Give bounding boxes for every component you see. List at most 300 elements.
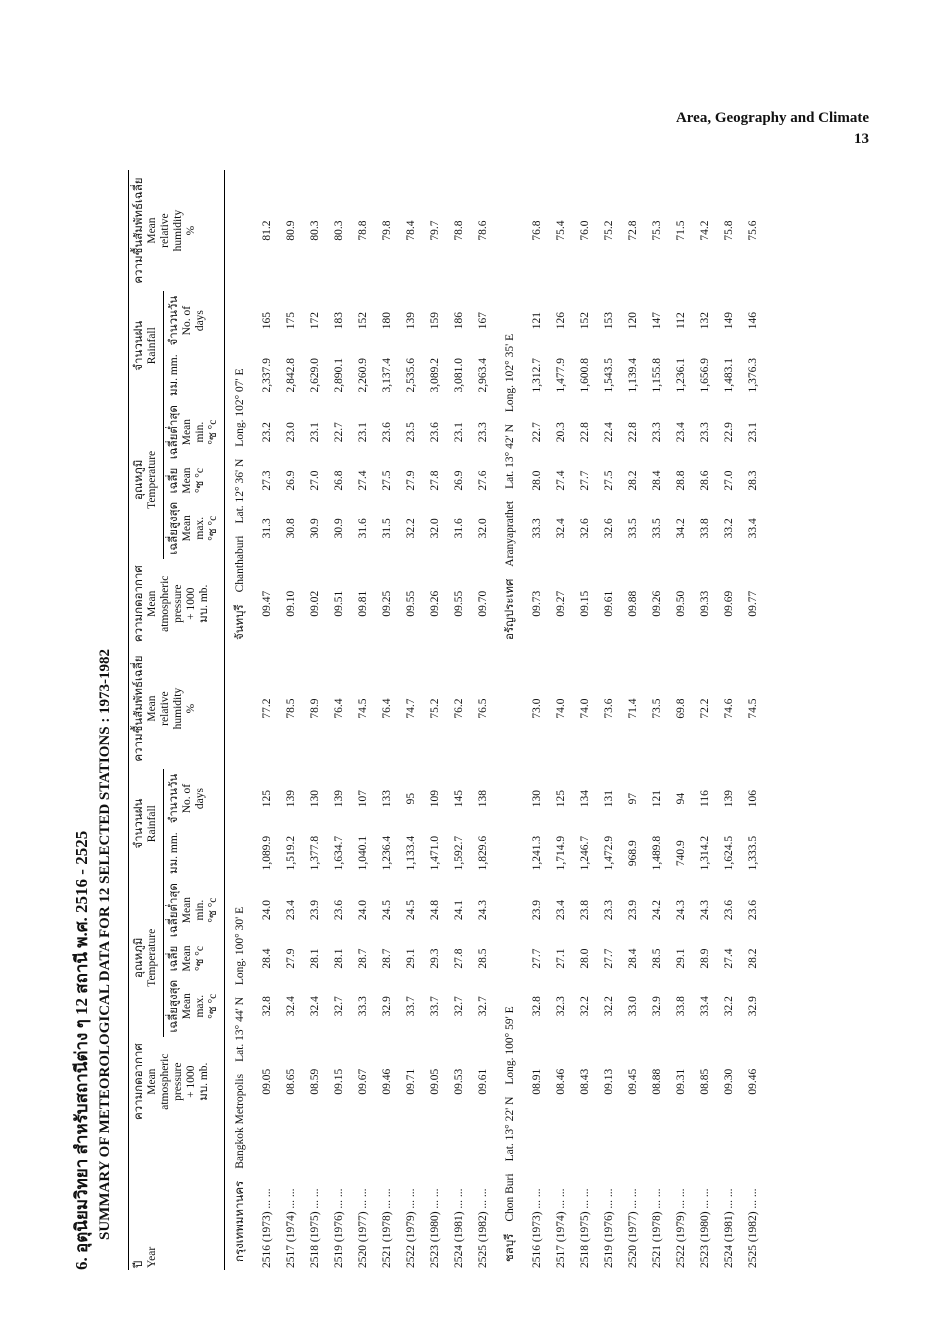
data-cell: 1,155.8 (651, 357, 663, 393)
data-cell: 131 (603, 789, 615, 808)
data-cell: 33.7 (429, 996, 441, 1017)
data-cell: 31.6 (453, 518, 465, 539)
data-cell: 183 (333, 312, 345, 330)
data-cell: 09.26 (429, 590, 441, 617)
data-cell: 1,312.7 (531, 357, 543, 393)
data-cell: 167 (477, 312, 489, 330)
year-cell: 2516 (1973) ... ... (531, 1188, 543, 1268)
col-humidity: ความชื้นสัมพัทธ์เฉลี่ย Mean relative humidity % (133, 655, 197, 762)
data-cell: 24.2 (651, 900, 663, 921)
data-cell: 09.10 (285, 590, 297, 617)
data-cell: 09.26 (651, 590, 663, 617)
data-cell: 1,139.4 (627, 357, 639, 393)
data-cell: 27.9 (285, 948, 297, 969)
table-row (303, 170, 327, 1270)
data-cell: 76.4 (381, 698, 393, 719)
table-row (645, 170, 669, 1270)
data-cell: 3,137.4 (381, 357, 393, 393)
data-cell: 147 (651, 312, 663, 330)
data-cell: 09.02 (309, 590, 321, 617)
data-cell: 3,081.0 (453, 357, 465, 393)
station-lat: Lat. 12° 36' N (234, 458, 246, 524)
data-cell: 27.4 (723, 948, 735, 969)
data-cell: 09.50 (675, 590, 687, 617)
data-cell: 09.61 (477, 1068, 489, 1095)
data-cell: 159 (429, 312, 441, 330)
station-name-th: อรัญประเทศ (504, 578, 516, 641)
data-cell: 23.4 (285, 900, 297, 921)
data-cell: 1,483.1 (723, 357, 735, 393)
data-cell: 75.4 (555, 220, 567, 241)
data-cell: 1,656.9 (699, 357, 711, 393)
data-cell: 08.59 (309, 1068, 321, 1095)
year-cell: 2525 (1982) ... ... (477, 1188, 489, 1268)
station-header-row (225, 170, 256, 1270)
data-cell: 23.9 (627, 900, 639, 921)
data-cell: 79.8 (381, 220, 393, 241)
data-cell: 76.4 (333, 698, 345, 719)
data-cell: 24.1 (453, 900, 465, 921)
data-cell: 28.7 (357, 948, 369, 969)
station-long: Long. 102° 35' E (504, 333, 516, 413)
data-cell: 78.4 (405, 220, 417, 241)
data-cell: 23.1 (309, 422, 321, 443)
col-tmax: เฉลี่ยสูงสุด Mean max. °ซ °c (168, 979, 219, 1033)
data-cell: 23.9 (531, 900, 543, 921)
data-cell: 74.6 (723, 698, 735, 719)
data-cell: 22.8 (579, 422, 591, 443)
table-row (255, 170, 279, 1270)
data-cell: 09.33 (699, 590, 711, 617)
data-cell: 32.8 (531, 996, 543, 1017)
data-cell: 1,040.1 (357, 835, 369, 871)
station-long: Long. 102° 07' E (234, 368, 246, 447)
station-name-en: Bangkok Metropolis (234, 1073, 246, 1169)
data-cell: 71.5 (675, 220, 687, 241)
data-cell: 32.3 (555, 996, 567, 1017)
data-cell: 32.2 (723, 996, 735, 1017)
data-cell: 08.43 (579, 1068, 591, 1095)
data-cell: 175 (285, 312, 297, 330)
year-cell: 2517 (1974) ... ... (555, 1188, 567, 1268)
data-cell: 1,471.0 (429, 835, 441, 871)
data-cell: 09.45 (627, 1068, 639, 1095)
data-cell: 28.4 (261, 948, 273, 969)
title-thai: 6. อุตุนิยมวิทยา สำหรับสถานีต่าง ๆ 12 สถานี พ.ศ. 2516 - 2525 (72, 830, 91, 1270)
data-cell: 33.4 (699, 996, 711, 1017)
data-cell: 23.3 (651, 422, 663, 443)
data-cell: 149 (723, 312, 735, 330)
data-cell: 28.8 (675, 470, 687, 491)
data-cell: 2,963.4 (477, 357, 489, 393)
data-cell: 09.69 (723, 590, 735, 617)
data-cell: 73.5 (651, 698, 663, 719)
data-cell: 186 (453, 312, 465, 330)
data-cell: 22.9 (723, 422, 735, 443)
col-tmin-2: เฉลี่ยต่ำสุด Mean min. °ซ °c (168, 405, 219, 460)
data-cell: 76.8 (531, 220, 543, 241)
table-row (717, 170, 741, 1270)
data-cell: 32.2 (603, 996, 615, 1017)
station-header-row (495, 170, 525, 1270)
section-title: Area, Geography and Climate (675, 110, 869, 126)
data-cell: 28.2 (747, 948, 759, 969)
data-cell: 23.1 (357, 422, 369, 443)
data-cell: 74.5 (357, 698, 369, 719)
page-number: 13 (854, 131, 869, 147)
station-lat: Lat. 13° 22' N (504, 1096, 516, 1162)
data-cell: 24.8 (429, 900, 441, 921)
station-lat: Lat. 13° 44' N (234, 997, 246, 1062)
data-cell: 33.4 (747, 518, 759, 539)
data-cell: 28.2 (627, 470, 639, 491)
data-cell: 120 (627, 312, 639, 330)
data-cell: 72.2 (699, 698, 711, 719)
data-cell: 1,592.7 (453, 835, 465, 871)
station-long: Long. 100° 30' E (234, 906, 246, 986)
data-cell: 23.6 (723, 900, 735, 921)
col-pressure: ความกดอากาศ Mean atmospheric pressure + 1000 มบ. mb. (133, 1043, 210, 1121)
data-cell: 130 (531, 789, 543, 808)
year-cell: 2520 (1977) ... ... (627, 1188, 639, 1268)
data-cell: 1,829.6 (477, 835, 489, 871)
data-cell: 29.1 (405, 948, 417, 969)
data-cell: 31.3 (261, 518, 273, 539)
data-cell: 33.0 (627, 996, 639, 1017)
data-cell: 106 (747, 789, 759, 808)
data-cell: 1,236.1 (675, 357, 687, 393)
data-cell: 32.9 (381, 996, 393, 1017)
station-name-en: Aranyaprathet (504, 500, 516, 567)
data-cell: 27.5 (381, 470, 393, 491)
data-cell: 1,089.9 (261, 835, 273, 871)
data-cell: 121 (651, 789, 663, 808)
data-cell: 27.9 (405, 470, 417, 491)
data-cell: 76.5 (477, 698, 489, 719)
col-pressure-2: ความกดอากาศ Mean atmospheric pressure + 1000 มบ. mb. (133, 565, 210, 643)
data-cell: 32.4 (309, 996, 321, 1017)
data-cell: 27.5 (603, 470, 615, 491)
table-row (351, 170, 375, 1270)
station-name-th: ชลบุรี (504, 1233, 516, 1262)
meteorological-table (128, 170, 765, 1270)
data-cell: 24.3 (675, 900, 687, 921)
data-cell: 08.85 (699, 1068, 711, 1095)
data-cell: 31.6 (357, 518, 369, 539)
data-cell: 09.13 (603, 1068, 615, 1095)
data-cell: 09.15 (579, 590, 591, 617)
data-cell: 73.0 (531, 698, 543, 719)
data-cell: 2,842.8 (285, 357, 297, 393)
data-cell: 180 (381, 312, 393, 330)
data-cell: 24.3 (477, 900, 489, 921)
data-cell: 77.2 (261, 698, 273, 719)
year-cell: 2518 (1975) ... ... (579, 1188, 591, 1268)
col-humidity-2: ความชื้นสัมพัทธ์เฉลี่ย Mean relative humidity % (133, 177, 197, 284)
data-cell: 27.7 (579, 470, 591, 491)
data-cell: 24.3 (699, 900, 711, 921)
table-row (375, 170, 399, 1270)
data-cell: 28.4 (651, 470, 663, 491)
data-cell: 08.46 (555, 1068, 567, 1095)
data-cell: 32.8 (261, 996, 273, 1017)
data-cell: 78.8 (453, 220, 465, 241)
data-cell: 31.5 (381, 518, 393, 539)
data-cell: 09.70 (477, 590, 489, 617)
year-cell: 2523 (1980) ... ... (699, 1188, 711, 1268)
data-cell: 75.6 (747, 220, 759, 241)
data-cell: 97 (627, 792, 639, 805)
data-cell: 22.7 (531, 422, 543, 443)
data-cell: 32.7 (453, 996, 465, 1017)
data-cell: 133 (381, 789, 393, 808)
data-cell: 2,260.9 (357, 357, 369, 393)
title-english: SUMMARY OF METEOROLOGICAL DATA FOR 12 SELECTED STATIONS : 1973-1982 (97, 648, 113, 1240)
table-body (225, 170, 766, 1270)
station-lat: Lat. 13° 42' N (504, 424, 516, 489)
data-cell: 95 (405, 792, 417, 805)
data-cell: 28.3 (747, 470, 759, 491)
year-cell: 2525 (1982) ... ... (747, 1188, 759, 1268)
data-cell: 09.30 (723, 1068, 735, 1095)
table-row (741, 170, 765, 1270)
data-cell: 74.0 (579, 698, 591, 719)
data-cell: 32.2 (405, 518, 417, 539)
data-cell: 30.8 (285, 518, 297, 539)
data-cell: 139 (285, 789, 297, 808)
data-cell: 23.1 (453, 422, 465, 443)
data-cell: 28.5 (651, 948, 663, 969)
data-cell: 27.6 (477, 470, 489, 491)
data-cell: 27.3 (261, 470, 273, 491)
data-cell: 132 (699, 312, 711, 330)
data-cell: 30.9 (333, 518, 345, 539)
col-rain-days: จำนวนวัน No. of days (168, 773, 206, 824)
col-rain-mm-2: มม. mm. (168, 354, 180, 397)
col-rain-mm: มม. mm. (168, 832, 180, 874)
data-cell: 23.3 (603, 900, 615, 921)
data-cell: 1,714.9 (555, 835, 567, 871)
data-cell: 27.8 (453, 948, 465, 969)
data-cell: 32.9 (747, 996, 759, 1017)
station-right (225, 170, 256, 648)
data-cell: 20.3 (555, 422, 567, 443)
data-cell: 76.0 (579, 220, 591, 241)
data-cell: 33.5 (627, 518, 639, 539)
data-cell: 1,377.8 (309, 835, 321, 871)
data-cell: 2,629.0 (309, 357, 321, 393)
year-cell: 2520 (1977) ... ... (357, 1188, 369, 1268)
data-cell: 28.1 (333, 948, 345, 969)
table-row (399, 170, 423, 1270)
data-cell: 24.5 (405, 900, 417, 921)
data-cell: 09.55 (405, 590, 417, 617)
data-cell: 1,477.9 (555, 357, 567, 393)
data-cell: 32.7 (333, 996, 345, 1017)
data-cell: 1,241.3 (531, 835, 543, 871)
data-cell: 28.6 (699, 470, 711, 491)
data-cell: 09.81 (357, 590, 369, 617)
data-cell: 09.47 (261, 590, 273, 617)
data-cell: 26.9 (453, 470, 465, 491)
rotated-table-page (70, 170, 870, 1270)
table-row (597, 170, 621, 1270)
data-cell: 121 (531, 312, 543, 330)
data-cell: 75.3 (651, 220, 663, 241)
table-row (471, 170, 495, 1270)
data-cell: 09.15 (333, 1068, 345, 1095)
year-cell: 2519 (1976) ... ... (603, 1188, 615, 1268)
data-cell: 152 (579, 312, 591, 330)
data-cell: 126 (555, 312, 567, 330)
data-cell: 24.0 (261, 900, 273, 921)
data-cell: 28.4 (627, 948, 639, 969)
data-cell: 33.3 (357, 996, 369, 1017)
data-cell: 1,133.4 (405, 835, 417, 871)
table-row (621, 170, 645, 1270)
data-cell: 1,519.2 (285, 835, 297, 871)
data-cell: 09.51 (333, 590, 345, 617)
table-row (693, 170, 717, 1270)
data-cell: 23.3 (477, 422, 489, 443)
data-cell: 1,333.5 (747, 835, 759, 871)
data-cell: 80.3 (309, 220, 321, 241)
data-cell: 23.9 (309, 900, 321, 921)
data-cell: 2,890.1 (333, 357, 345, 393)
col-rainfall-2: จำนวนฝน Rainfall (129, 291, 164, 400)
data-cell: 32.0 (429, 518, 441, 539)
data-cell: 74.2 (699, 220, 711, 241)
data-cell: 27.4 (357, 470, 369, 491)
page-header (676, 108, 869, 150)
data-cell: 79.7 (429, 220, 441, 241)
data-cell: 80.3 (333, 220, 345, 241)
data-cell: 23.4 (675, 422, 687, 443)
data-cell: 32.6 (603, 518, 615, 539)
data-cell: 09.88 (627, 590, 639, 617)
data-cell: 75.2 (603, 220, 615, 241)
data-cell: 1,376.3 (747, 357, 759, 393)
col-temperature-2: อุณหภูมิ Temperature (129, 400, 164, 559)
data-cell: 74.7 (405, 698, 417, 719)
data-cell: 26.8 (333, 470, 345, 491)
col-tmin: เฉลี่ยต่ำสุด Mean min. °ซ °c (168, 883, 219, 938)
table-row (327, 170, 351, 1270)
col-tmean-2: เฉลี่ย Mean °ซ °c (168, 467, 206, 494)
data-cell: 23.0 (285, 422, 297, 443)
data-cell: 116 (699, 790, 711, 807)
table-row (549, 170, 573, 1270)
col-tmean: เฉลี่ย Mean °ซ °c (168, 945, 206, 972)
data-cell: 153 (603, 312, 615, 330)
data-cell: 33.2 (723, 518, 735, 539)
data-cell: 23.5 (405, 422, 417, 443)
data-cell: 76.2 (453, 698, 465, 719)
data-cell: 1,624.5 (723, 835, 735, 871)
data-cell: 1,489.8 (651, 835, 663, 871)
data-cell: 24.5 (381, 900, 393, 921)
data-cell: 33.8 (675, 996, 687, 1017)
col-rain-days-2: จำนวนวัน No. of days (168, 295, 206, 346)
data-cell: 32.6 (579, 518, 591, 539)
data-cell: 32.0 (477, 518, 489, 539)
station-left (495, 648, 525, 1270)
data-cell: 08.65 (285, 1068, 297, 1095)
table-title (70, 170, 116, 1270)
station-name-en: Chanthaburi (234, 535, 246, 593)
data-cell: 32.2 (579, 996, 591, 1017)
table-row (447, 170, 471, 1270)
data-cell: 33.3 (531, 518, 543, 539)
data-cell: 27.8 (429, 470, 441, 491)
data-cell: 74.5 (747, 698, 759, 719)
data-cell: 78.6 (477, 220, 489, 241)
data-cell: 75.8 (723, 220, 735, 241)
station-name-th: จันทบุรี (234, 604, 246, 641)
data-cell: 28.7 (381, 948, 393, 969)
data-cell: 94 (675, 792, 687, 805)
data-cell: 28.9 (699, 948, 711, 969)
year-cell: 2522 (1979) ... ... (675, 1188, 687, 1268)
data-cell: 75.2 (429, 698, 441, 719)
data-cell: 08.91 (531, 1068, 543, 1095)
station-right (495, 170, 525, 648)
data-cell: 28.5 (477, 948, 489, 969)
data-cell: 28.0 (579, 948, 591, 969)
data-cell: 107 (357, 789, 369, 808)
year-cell: 2524 (1981) ... ... (453, 1188, 465, 1268)
data-cell: 27.1 (555, 948, 567, 969)
data-cell: 23.8 (579, 900, 591, 921)
data-cell: 26.9 (285, 470, 297, 491)
data-cell: 1,600.8 (579, 357, 591, 393)
data-cell: 2,337.9 (261, 357, 273, 393)
data-cell: 32.7 (477, 996, 489, 1017)
data-cell: 78.8 (357, 220, 369, 241)
data-cell: 134 (579, 789, 591, 808)
data-cell: 71.4 (627, 698, 639, 719)
year-cell: 2517 (1974) ... ... (285, 1188, 297, 1268)
year-cell: 2523 (1980) ... ... (429, 1188, 441, 1268)
data-cell: 09.31 (675, 1068, 687, 1095)
col-temperature: อุณหภูมิ Temperature (129, 878, 164, 1037)
data-cell: 22.4 (603, 422, 615, 443)
data-cell: 23.6 (381, 422, 393, 443)
data-cell: 09.27 (555, 590, 567, 617)
data-cell: 28.1 (309, 948, 321, 969)
data-cell: 09.61 (603, 590, 615, 617)
data-cell: 23.4 (555, 900, 567, 921)
data-cell: 08.88 (651, 1068, 663, 1095)
col-year: ปี Year (133, 1246, 158, 1268)
data-cell: 34.2 (675, 518, 687, 539)
data-cell: 09.71 (405, 1068, 417, 1095)
year-cell: 2516 (1973) ... ... (261, 1188, 273, 1268)
data-cell: 27.7 (603, 948, 615, 969)
data-cell: 23.6 (747, 900, 759, 921)
data-cell: 2,535.6 (405, 357, 417, 393)
data-cell: 69.8 (675, 698, 687, 719)
data-cell: 27.7 (531, 948, 543, 969)
data-cell: 33.7 (405, 996, 417, 1017)
data-cell: 139 (405, 312, 417, 330)
year-cell: 2521 (1978) ... ... (651, 1188, 663, 1268)
data-cell: 968.9 (627, 840, 639, 867)
data-cell: 145 (453, 789, 465, 808)
col-tmax-2: เฉลี่ยสูงสุด Mean max. °ซ °c (168, 501, 219, 555)
data-cell: 138 (477, 789, 489, 808)
data-cell: 09.73 (531, 590, 543, 617)
